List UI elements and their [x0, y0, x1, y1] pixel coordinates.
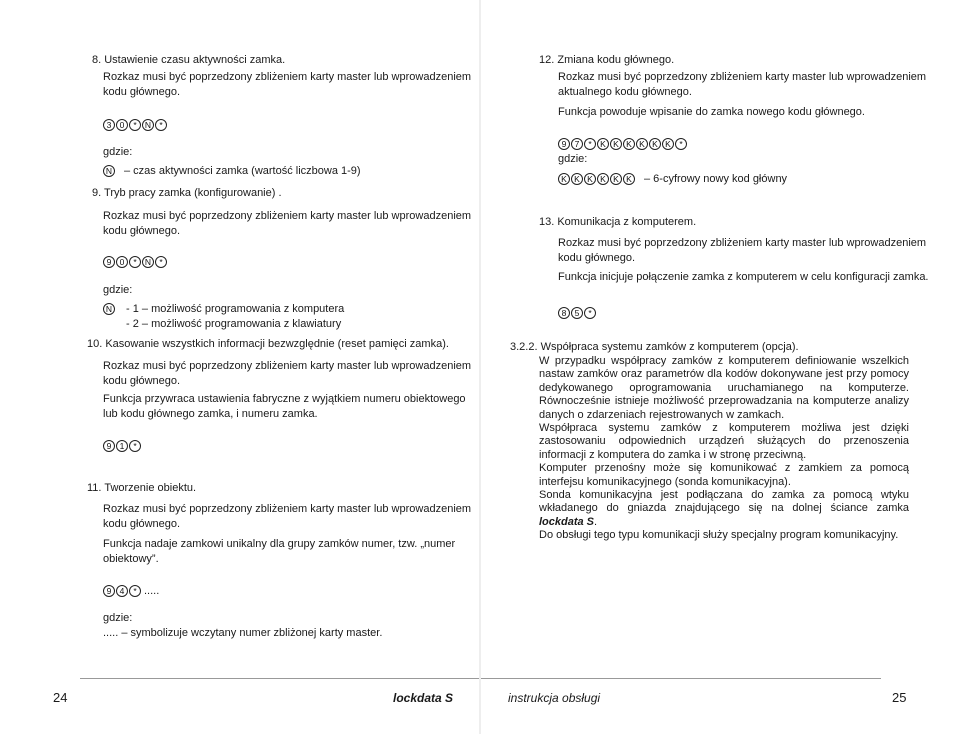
key-k: K: [649, 138, 661, 150]
key-k: K: [597, 138, 609, 150]
section-9-note: Rozkaz musi być poprzedzony zbliżeniem karty master lub wprowadzeniem: [103, 210, 472, 222]
footer-rule: [481, 678, 881, 679]
section-8-variable: [103, 165, 361, 177]
section-10-note-2: kodu głównego.: [103, 375, 181, 387]
section-11-heading: 11. Tworzenie obiektu.: [87, 482, 197, 494]
key-star: *: [584, 307, 596, 319]
footer-manual-title: instrukcja obsługi: [508, 691, 601, 705]
key-7: 7: [571, 138, 583, 150]
key-0: 0: [116, 256, 128, 268]
section-9-option-1: - 1 – możliwość programowania z komputera: [126, 303, 345, 315]
key-n: N: [142, 119, 154, 131]
section-9-gdzie: gdzie:: [103, 284, 133, 296]
section-11-gdzie: gdzie:: [103, 612, 133, 624]
key-0: 0: [116, 119, 128, 131]
section-8-heading: 8. Ustawienie czasu aktywności zamka.: [92, 54, 286, 66]
key-k: K: [584, 173, 596, 185]
section-13-heading: 13. Komunikacja z komputerem.: [539, 216, 697, 228]
section-12-heading: 12. Zmiana kodu głównego.: [539, 54, 675, 66]
right-page: [481, 0, 960, 734]
section-11-note: Rozkaz musi być poprzedzony zbliżeniem karty master lub wprowadzeniem: [103, 503, 472, 515]
section-12-note-2: aktualnego kodu głównego.: [558, 86, 692, 98]
section-12-gdzie: gdzie:: [558, 153, 588, 165]
section-11-function-2: obiektowy”.: [103, 553, 159, 565]
section-3-2-2-heading: 3.2.2. Współpraca systemu zamków z komputerem (opcja).: [510, 341, 799, 353]
paragraph: Współpraca systemu zamków z komputerem możliwa jest dzięki zastosowaniu odpowiednich urządzeń służących do przenoszenia informacji z komputera do zamka i w stronę przeciwną.: [539, 422, 909, 461]
key-star: *: [155, 119, 167, 131]
key-k: K: [571, 173, 583, 185]
key-8: 8: [558, 307, 570, 319]
page-number-right: 25: [892, 690, 907, 705]
paragraph: [539, 489, 909, 529]
key-n: N: [103, 165, 115, 177]
key-k: K: [597, 173, 609, 185]
key-star: *: [129, 440, 141, 452]
section-12-key-sequence: [558, 138, 687, 150]
key-k: K: [636, 138, 648, 150]
key-star: *: [129, 585, 141, 597]
left-page: [0, 0, 479, 734]
section-11-dots-description: ..... – symbolizuje wczytany numer zbliżonej karty master.: [103, 627, 383, 639]
paragraph-end: .: [594, 515, 598, 528]
section-10-function: Funkcja przywraca ustawienia fabryczne z wyjątkiem numeru obiektowego: [103, 393, 466, 405]
section-12-code-keys: [558, 173, 787, 185]
key-sequence-dots: .....: [144, 585, 160, 597]
key-k: K: [662, 138, 674, 150]
section-13-function: Funkcja inicjuje połączenie zamka z komputerem w celu konfiguracji zamka.: [558, 271, 929, 283]
paragraph: W przypadku współpracy zamków z komputerem definiowanie wszelkich nastaw zamków oraz parametrów dla kodów dokonywane jest przy pomocy dedykowanego oprogramowania uruchamianego na komputerze. Równocześnie istnieje możliwość przeprowadzania na komputerze analizy danych o zdarzeniach rejestrowanych w zamkach.: [539, 355, 909, 421]
key-star: *: [129, 256, 141, 268]
variable-description: – czas aktywności zamka (wartość liczbowa 1-9): [124, 165, 361, 177]
section-9-heading: 9. Tryb pracy zamka (konfigurowanie) .: [92, 187, 282, 199]
footer-brand: lockdata S: [393, 691, 454, 705]
section-3-2-2-body: [539, 355, 909, 543]
key-star: *: [584, 138, 596, 150]
key-9: 9: [558, 138, 570, 150]
section-8-note: Rozkaz musi być poprzedzony zbliżeniem karty master lub wprowadzeniem: [103, 71, 472, 83]
key-5: 5: [571, 307, 583, 319]
section-8-gdzie: gdzie:: [103, 146, 133, 158]
key-4: 4: [116, 585, 128, 597]
key-9: 9: [103, 256, 115, 268]
paragraph-text: Sonda komunikacyjna jest podłączana do zamka za pomocą wtyku wkładanego do gniazda znajdującego się na dolnej ściance zamka: [539, 489, 909, 515]
key-k: K: [623, 138, 635, 150]
key-star: *: [155, 256, 167, 268]
section-8-note-2: kodu głównego.: [103, 86, 181, 98]
section-12-function: Funkcja powoduje wpisanie do zamka nowego kodu głównego.: [558, 106, 865, 118]
page-number-left: 24: [53, 690, 68, 705]
section-10-note: Rozkaz musi być poprzedzony zbliżeniem karty master lub wprowadzeniem: [103, 360, 472, 372]
key-star: *: [129, 119, 141, 131]
key-k: K: [623, 173, 635, 185]
section-9-variable: [103, 303, 115, 315]
key-1: 1: [116, 440, 128, 452]
key-star: *: [675, 138, 687, 150]
key-n: N: [142, 256, 154, 268]
key-k: K: [558, 173, 570, 185]
section-11-function: Funkcja nadaje zamkowi unikalny dla grupy zamków numer, tzw. „numer: [103, 538, 456, 550]
section-9-note-2: kodu głównego.: [103, 225, 181, 237]
section-13-note: Rozkaz musi być poprzedzony zbliżeniem karty master lub wprowadzeniem: [558, 237, 927, 249]
key-n: N: [103, 303, 115, 315]
section-10-heading: 10. Kasowanie wszystkich informacji bezwzględnie (reset pamięci zamka).: [87, 338, 449, 350]
section-10-function-2: lub kodu głównego zamka, i numeru zamka.: [103, 408, 318, 420]
key-k: K: [610, 173, 622, 185]
section-11-key-sequence: [103, 585, 159, 597]
section-10-key-sequence: [103, 440, 141, 452]
inline-brand: lockdata S: [539, 515, 595, 528]
key-9: 9: [103, 585, 115, 597]
key-9: 9: [103, 440, 115, 452]
key-k: K: [610, 138, 622, 150]
footer-rule: [80, 678, 479, 679]
section-13-note-2: kodu głównego.: [558, 252, 636, 264]
section-12-note: Rozkaz musi być poprzedzony zbliżeniem karty master lub wprowadzeniem: [558, 71, 927, 83]
section-9-option-2: - 2 – możliwość programowania z klawiatury: [126, 318, 342, 330]
key-3: 3: [103, 119, 115, 131]
section-11-note-2: kodu głównego.: [103, 518, 181, 530]
code-description: – 6-cyfrowy nowy kod główny: [644, 173, 788, 185]
section-13-key-sequence: [558, 307, 596, 319]
paragraph: Komputer przenośny może się komunikować z zamkiem za pomocą interfejsu komunikacyjnego (sonda komunikacyjna).: [539, 462, 909, 488]
section-9-key-sequence: [103, 256, 167, 268]
paragraph: Do obsługi tego typu komunikacji służy specjalny program komunikacyjny.: [539, 529, 899, 542]
section-8-key-sequence: [103, 119, 167, 131]
